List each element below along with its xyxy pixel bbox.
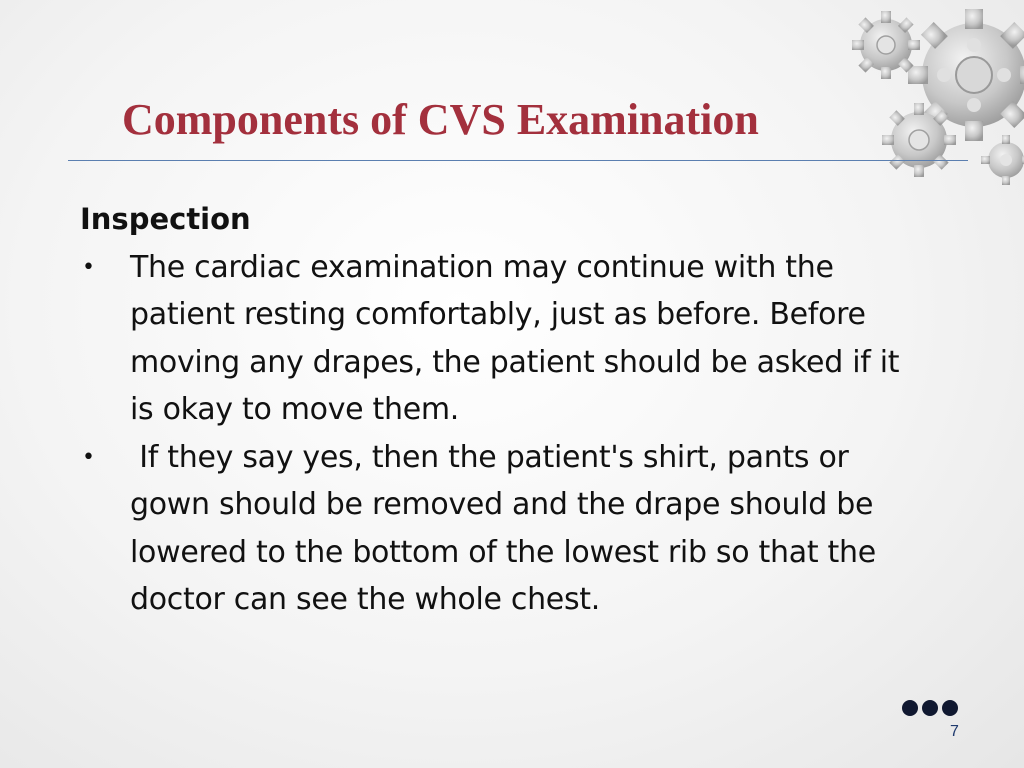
bullet-marker: •	[82, 444, 95, 470]
slide-title: Components of CVS Examination	[122, 95, 759, 144]
bullet-list	[80, 244, 940, 624]
slide-body	[80, 196, 940, 624]
dot	[922, 700, 938, 716]
list-item	[80, 244, 925, 434]
bullet-marker: •	[82, 254, 95, 280]
list-item	[80, 434, 925, 624]
bullet-text: The cardiac examination may continue with the patient resting comfortably, just as before. Before moving any drapes, the patient should be asked if it is okay to move them.	[130, 249, 900, 427]
section-heading: Inspection	[80, 202, 251, 236]
dot	[902, 700, 918, 716]
ellipsis-icon	[902, 697, 962, 719]
dot	[942, 700, 958, 716]
gears-icon	[824, 0, 1024, 200]
bullet-text: If they say yes, then the patient's shirt, pants or gown should be removed and the drape should be lowered to the bottom of the lowest rib so that the doctor can see the whole chest.	[130, 439, 886, 617]
title-underline	[68, 160, 968, 161]
page-number: 7	[950, 723, 959, 740]
